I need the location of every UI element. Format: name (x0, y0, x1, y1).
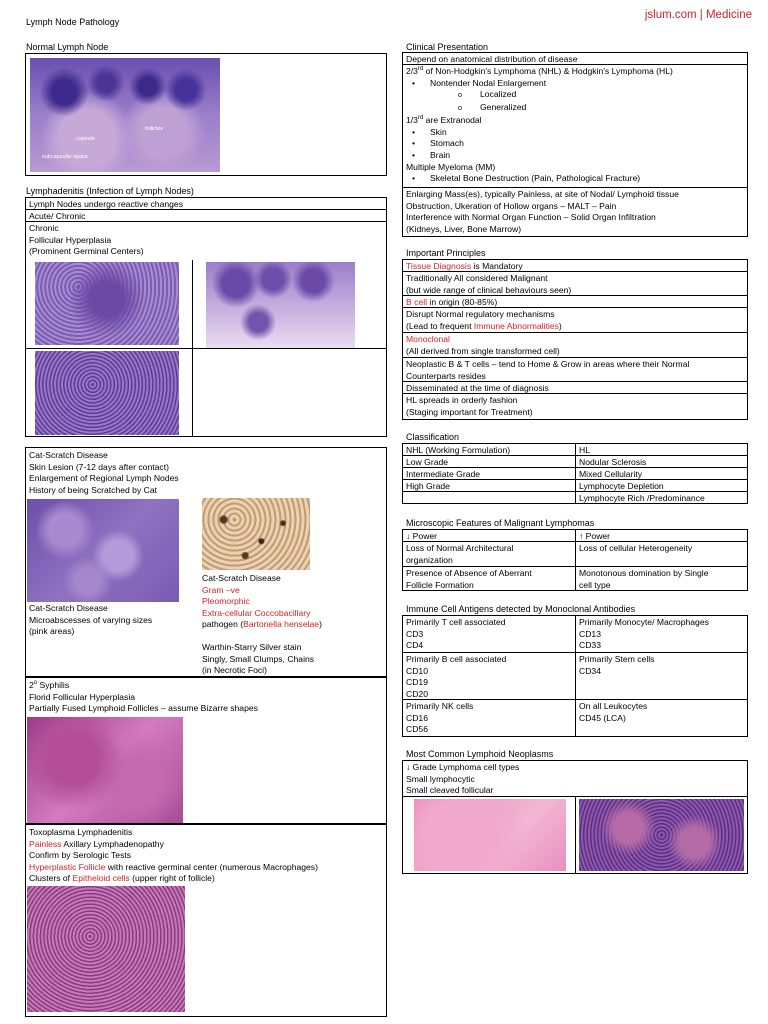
micro-cell-1-1: Monotonous domination by Single cell type (575, 566, 748, 591)
antigen-cell-0-0: Primarily T cell associated CD3 CD4 (402, 615, 576, 653)
brand-label: jslum.com | Medicine (644, 9, 752, 21)
principle-5: Monoclonal (All derived from single transformed cell) (402, 332, 748, 358)
page-title: Lymph Node Pathology (26, 17, 120, 27)
antigen-cell-1-1: Primarily Stem cells CD34 (575, 652, 748, 700)
neoplasm-image-cell-1 (402, 796, 576, 874)
micro-cell-0-1: Loss of cellular Heterogeneity (575, 541, 748, 567)
reactive-row: Lymph Nodes undergo reactive changes (25, 197, 387, 210)
neoplasm-image-cell-2 (575, 796, 748, 874)
neoplasms-row: ↓ Grade Lymphoma cell types Small lymphocytic Small cleaved follicular (402, 760, 748, 797)
class-cell-3-1: Lymphocyte Depletion (575, 479, 748, 492)
cat-scratch-right-caption: Cat-Scratch Disease Gram –ve Pleomorphic Extra-cellular Coccobacillary pathogen (Bartonella henselae) Warthin-Starry Silver stain Singly, Small Clumps, Chains (in Necrotic Foci) (202, 573, 322, 675)
micro-head-high: ↑ Power (575, 529, 748, 542)
small-cleaved-follicular-image (579, 799, 744, 871)
micro-cell-0-0: Loss of Normal Architectural organization (402, 541, 576, 567)
follicular-hyperplasia-image-1 (35, 262, 179, 345)
class-cell-4-0 (402, 491, 576, 504)
principle-3: B cell in origin (80-85%) (402, 295, 748, 308)
micro-head-low: ↓ Power (402, 529, 576, 542)
small-lymphocytic-image (414, 799, 566, 871)
principle-8: HL spreads in orderly fashion (Staging important for Treatment) (402, 393, 748, 420)
acute-chronic-row: Acute/ Chronic (25, 209, 387, 222)
principle-4: Disrupt Normal regulatory mechanisms (Lead to frequent Immune Abnormalities) (402, 307, 748, 333)
neoplasms-heading: Most Common Lymphoid Neoplasms (406, 749, 554, 759)
class-cell-4-1: Lymphocyte Rich /Predominance (575, 491, 748, 504)
antigen-cell-2-1: On all Leukocytes CD45 (LCA) (575, 699, 748, 737)
class-cell-2-0: Intermediate Grade (402, 467, 576, 480)
class-cell-2-1: Mixed Cellularity (575, 467, 748, 480)
class-cell-1-0: Low Grade (402, 455, 576, 468)
clinical-row-3: Enlarging Mass(es), typically Painless, at site of Nodal/ Lymphoid tissue Obstruction, Ukeration of Hollow organs – MALT – Pain Interference with Normal Organ Function – Solid Organ Infiltration (Kidneys, Liver, Bone Marrow) (402, 187, 748, 237)
normal-node-histology-image (30, 58, 220, 172)
principle-2: Traditionally All considered Malignant (but wide range of clinical behaviours seen) (402, 271, 748, 296)
microscopic-heading: Microscopic Features of Malignant Lymphomas (406, 518, 595, 528)
antigens-heading: Immune Cell Antigens detected by Monoclonal Antibodies (406, 604, 636, 614)
toxoplasma-box: Toxoplasma Lymphadenitis Painless Axillary Lymphadenopathy Confirm by Serologic Tests Hyperplastic Follicle with reactive germinal center (numerous Macrophages) Clusters of Epitheloid cells (upper right of follicle) (25, 824, 387, 1017)
subcapsular-label: subcapsular space (42, 154, 88, 160)
normal-node-box (25, 53, 387, 176)
micro-cell-1-0: Presence of Absence of Aberrant Follicle Formation (402, 566, 576, 591)
capsule-label: capsule (76, 136, 95, 142)
clinical-heading: Clinical Presentation (406, 42, 489, 52)
classification-heading: Classification (406, 432, 460, 442)
lymphadenitis-heading: Lymphadenitis (Infection of Lymph Nodes) (26, 186, 194, 196)
cat-scratch-left-caption: Cat-Scratch Disease Microabscesses of varying sizes (pink areas) (29, 603, 153, 636)
principle-6: Neoplastic B & T cells – tend to Home & Grow in areas where their Normal Counterparts resides (402, 357, 748, 382)
chronic-row: Chronic Follicular Hyperplasia (Prominent Germinal Centers) (25, 221, 387, 437)
principle-1: Tissue Diagnosis is Mandatory (402, 259, 748, 272)
clinical-row-2: 2/3rd of Non-Hodgkin's Lymphoma (NHL) & Hodgkin's Lymphoma (HL) • Nontender Nodal Enlargement o Localized o Generalized 1/3rd are Extranodal • Skin • Stomach • Brain Multiple Myeloma (MM) • Skeletal Bone Destruction (Pain, Pathological Fracture) (402, 64, 748, 188)
cat-scratch-box: Cat-Scratch Disease Skin Lesion (7-12 days after contact) Enlargement of Regional Lymph Nodes History of being Scratched by Cat Cat-Scratch Disease Microabscesses of varying sizes (pink areas) Cat-Scratch Disease Gram –ve Pleomorphic Extra-cellular Coccobacillary pathogen (Bartonella henselae) Warthin-Starry Silver stain Singly, Small Clumps, Chains (in Necrotic Foci) (25, 447, 387, 677)
normal-node-heading: Normal Lymph Node (26, 42, 109, 52)
antigen-cell-0-1: Primarily Monocyte/ Macrophages CD13 CD33 (575, 615, 748, 653)
syphilis-histology-image (27, 717, 183, 823)
clinical-row-1: Depend on anatomical distribution of disease (402, 52, 748, 65)
class-cell-0-0: NHL (Working Formulation) (402, 443, 576, 456)
principle-7: Disseminated at the time of diagnosis (402, 381, 748, 394)
principles-heading: Important Principles (406, 248, 486, 258)
class-cell-1-1: Nodular Sclerosis (575, 455, 748, 468)
cat-scratch-microabscess-image (27, 499, 179, 602)
antigen-cell-1-0: Primarily B cell associated CD10 CD19 CD20 (402, 652, 576, 700)
cat-scratch-silver-stain-image (202, 498, 310, 570)
chronic-divider-h (25, 348, 387, 349)
syphilis-box: 2$^o$ Syphilis Florid Follicular Hyperplasia Partially Fused Lymphoid Follicles – assume Bizarre shapes (25, 677, 387, 824)
antigen-cell-2-0: Primarily NK cells CD16 CD56 (402, 699, 576, 737)
follicular-hyperplasia-image-2 (206, 262, 355, 348)
toxoplasma-histology-image (27, 886, 185, 1012)
class-cell-0-1: HL (575, 443, 748, 456)
follicular-hyperplasia-image-3 (35, 351, 179, 435)
follicles-label: follicles (145, 126, 164, 132)
class-cell-3-0: High Grade (402, 479, 576, 492)
